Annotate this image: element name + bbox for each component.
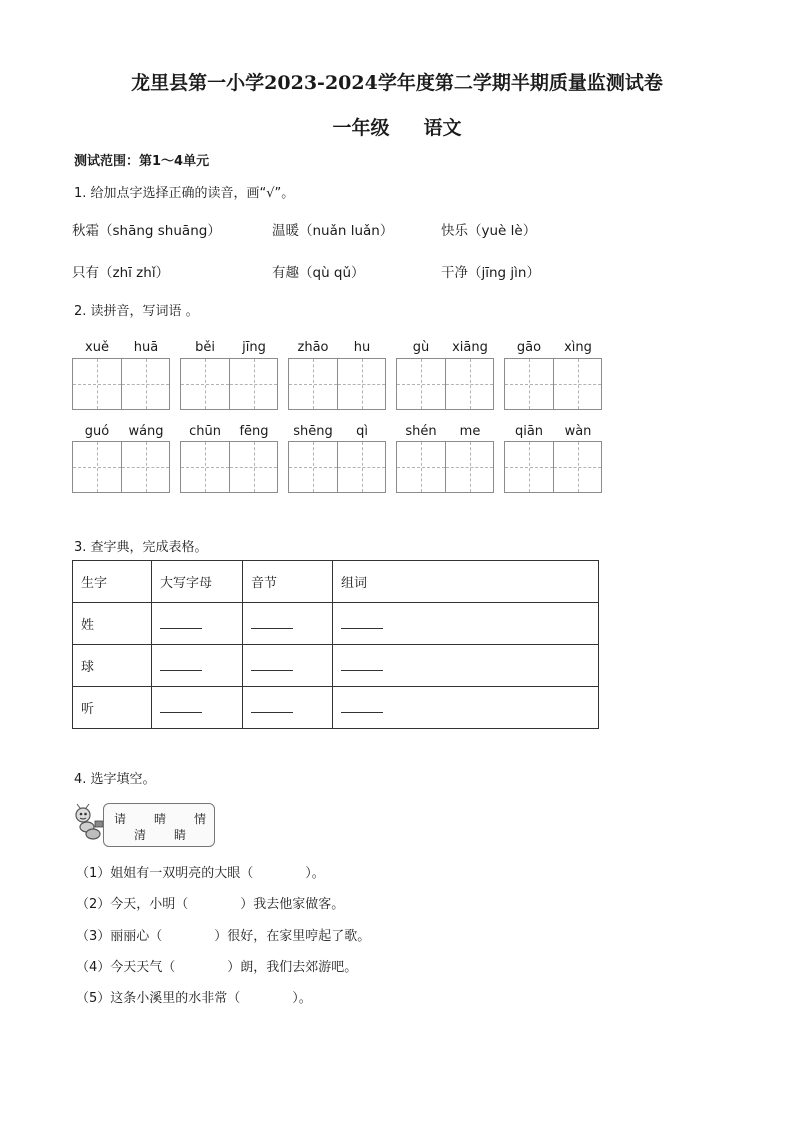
table-row: [73, 687, 599, 729]
grade-label: 一年级: [332, 117, 390, 139]
answer-cell[interactable]: [243, 687, 333, 729]
writing-grid[interactable]: [504, 441, 602, 493]
character-cell: 听: [73, 687, 152, 729]
pinyin-label: jīng: [242, 340, 266, 355]
pinyin-label: xuě: [85, 340, 109, 355]
answer-blank[interactable]: [341, 656, 383, 671]
writing-grid[interactable]: [72, 358, 170, 410]
writing-grid[interactable]: [180, 441, 278, 493]
pinyin-label: shén: [405, 424, 437, 439]
choice-char: 睛: [174, 828, 187, 842]
fill-in-item[interactable]: （5）这条小溪里的水非常（ ）。: [76, 991, 312, 1006]
answer-blank[interactable]: [341, 614, 383, 629]
writing-grid[interactable]: [288, 441, 386, 493]
choice-char: 请: [114, 812, 127, 826]
answer-cell[interactable]: [243, 645, 333, 687]
fill-in-item[interactable]: （3）丽丽心（ ）很好，在家里哼起了歌。: [76, 929, 371, 944]
q1-prompt: 1. 给加点字选择正确的读音，画“√”。: [74, 186, 295, 201]
word-choice-box: [103, 803, 215, 847]
pinyin-label: fēng: [239, 424, 269, 439]
q1-item: 只有（zhī zhǐ）: [72, 265, 170, 281]
fill-in-item[interactable]: （4）今天天气（ ）朗，我们去郊游吧。: [76, 960, 358, 975]
answer-cell[interactable]: [152, 687, 243, 729]
pinyin-label: hu: [353, 340, 371, 355]
header-cell: 大写字母: [152, 561, 243, 603]
answer-cell[interactable]: [152, 603, 243, 645]
pinyin-label: wáng: [128, 424, 164, 439]
q1-item: 干净（jīng jìn）: [441, 265, 540, 281]
pinyin-label: xìng: [564, 340, 592, 355]
answer-blank[interactable]: [160, 614, 202, 629]
pinyin-label: chūn: [189, 424, 221, 439]
q1-item: 有趣（qù qǔ）: [272, 265, 365, 281]
answer-blank[interactable]: [160, 698, 202, 713]
pinyin-label: qiān: [514, 424, 544, 439]
table-row: [73, 603, 599, 645]
pinyin-label: shēng: [293, 424, 333, 439]
pinyin-label: guó: [84, 424, 110, 439]
pinyin-label: qì: [356, 424, 368, 439]
subject-label: 语文: [423, 117, 462, 139]
choice-char: 晴: [154, 812, 167, 826]
answer-blank[interactable]: [160, 656, 202, 671]
pinyin-label: me: [459, 424, 481, 439]
pinyin-label: huā: [133, 340, 159, 355]
character-cell: 姓: [73, 603, 152, 645]
pinyin-label: běi: [195, 340, 215, 355]
pinyin-label: xiāng: [452, 340, 488, 355]
answer-cell[interactable]: [152, 645, 243, 687]
choice-char: 情: [194, 812, 207, 826]
writing-grid[interactable]: [288, 358, 386, 410]
answer-blank[interactable]: [251, 614, 293, 629]
writing-grid[interactable]: [72, 441, 170, 493]
exam-title: 龙里县第一小学2023-2024学年度第二学期半期质量监测试卷: [131, 72, 663, 94]
writing-grid[interactable]: [180, 358, 278, 410]
answer-blank[interactable]: [251, 656, 293, 671]
exam-subtitle: [0, 113, 794, 140]
writing-grid[interactable]: [396, 358, 494, 410]
q1-item: 快乐（yuè lè）: [441, 223, 537, 239]
fill-in-item[interactable]: （2）今天，小明（ ）我去他家做客。: [76, 897, 345, 912]
q3-prompt: 3. 查字典，完成表格。: [74, 540, 208, 555]
header-cell: 生字: [73, 561, 152, 603]
answer-cell[interactable]: [333, 645, 599, 687]
test-scope: 测试范围：第1～4单元: [74, 154, 210, 169]
q4-prompt: 4. 选字填空。: [74, 772, 156, 787]
table-header-row: [73, 561, 599, 603]
answer-blank[interactable]: [251, 698, 293, 713]
answer-cell[interactable]: [243, 603, 333, 645]
answer-cell[interactable]: [333, 603, 599, 645]
pinyin-label: wàn: [564, 424, 592, 439]
answer-cell[interactable]: [333, 687, 599, 729]
choice-char: 清: [134, 828, 147, 842]
writing-grid[interactable]: [396, 441, 494, 493]
q2-prompt: 2. 读拼音，写词语 。: [74, 304, 199, 319]
character-cell: 球: [73, 645, 152, 687]
writing-grid[interactable]: [504, 358, 602, 410]
pinyin-label: gù: [412, 340, 430, 355]
answer-blank[interactable]: [341, 698, 383, 713]
pinyin-label: gāo: [516, 340, 542, 355]
q1-item: 温暖（nuǎn luǎn）: [272, 223, 394, 239]
header-cell: 组词: [333, 561, 599, 603]
fill-in-item[interactable]: （1）姐姐有一双明亮的大眼（ ）。: [76, 866, 325, 881]
header-cell: 音节: [243, 561, 333, 603]
caterpillar-mascot-icon: [73, 803, 107, 843]
q1-item: 秋霜（shāng shuāng）: [72, 223, 221, 239]
table-row: [73, 645, 599, 687]
dictionary-table: [72, 560, 599, 729]
pinyin-label: zhāo: [297, 340, 329, 355]
